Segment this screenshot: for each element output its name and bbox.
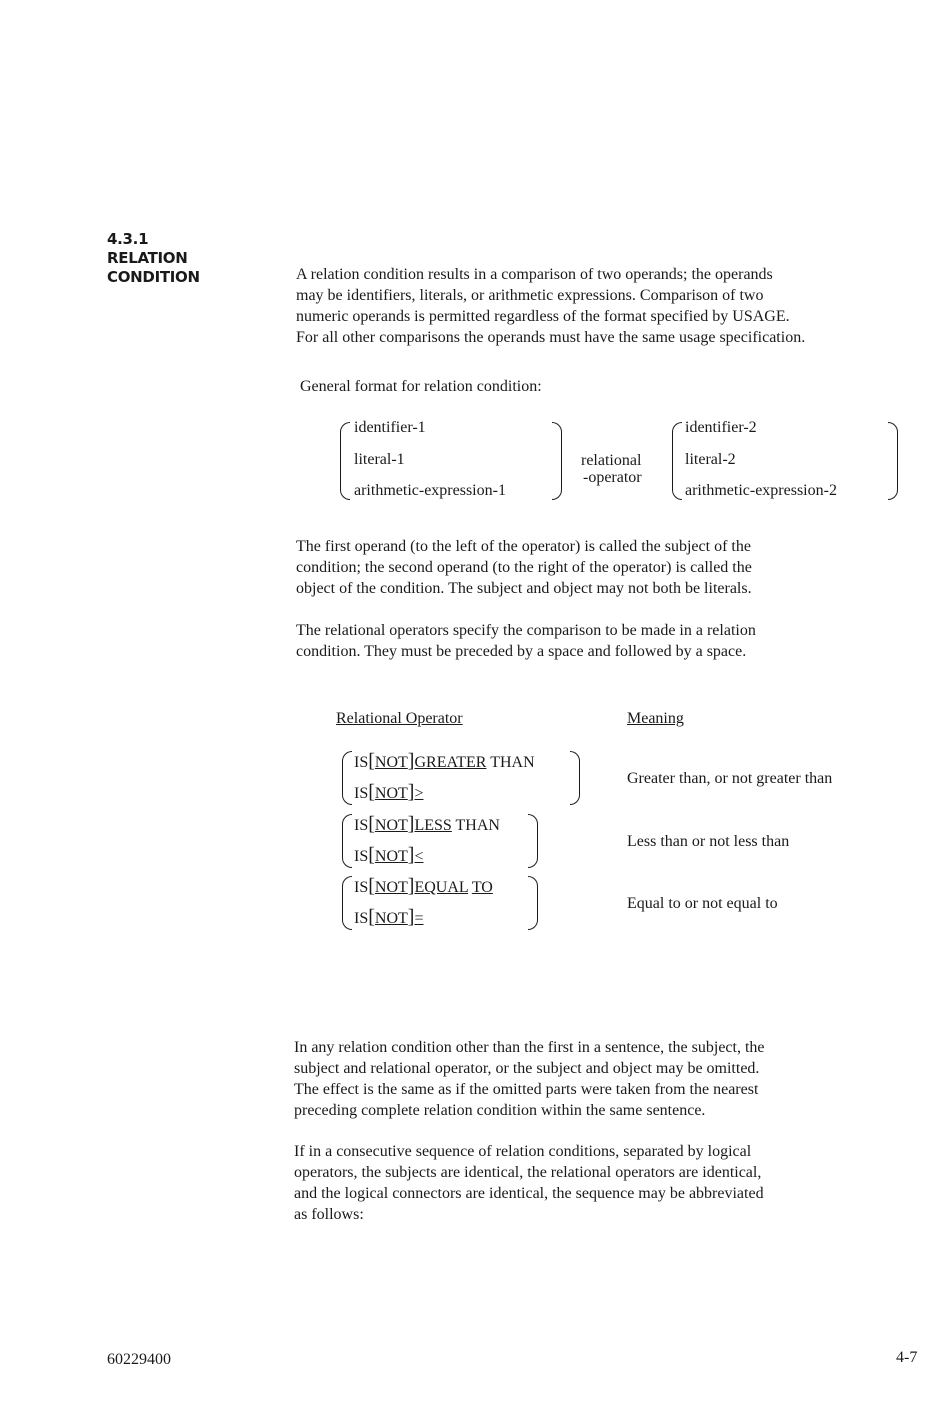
row-open-brace xyxy=(342,876,352,930)
right-operand-literal: literal-2 xyxy=(685,451,736,468)
right-operands-open-brace xyxy=(672,422,682,500)
section-number: 4.3.1 xyxy=(107,230,149,248)
operator-form-word: IS[NOT]EQUAL TO xyxy=(354,875,493,897)
left-operands-close-brace xyxy=(552,422,562,500)
page-number: 4-7 xyxy=(896,1349,918,1366)
row-open-brace xyxy=(342,814,352,868)
omission-paragraph xyxy=(294,1037,765,1121)
row-open-brace xyxy=(342,751,352,805)
operator-form-symbol: IS[NOT]= xyxy=(354,906,424,928)
subject-object-paragraph xyxy=(296,536,752,599)
intro-line: may be identifiers, literals, or arithmetic expressions. Comparison of two xyxy=(296,287,764,304)
document-number: 60229400 xyxy=(107,1351,171,1368)
operator-row-greater xyxy=(338,748,598,808)
intro-line: numeric operands is permitted regardless of the format specified by USAGE. xyxy=(296,308,790,325)
operator-form-word: IS[NOT]LESS THAN xyxy=(354,813,500,835)
general-format-label: General format for relation condition: xyxy=(300,378,542,395)
abbrev-line: If in a consecutive sequence of relation conditions, separated by logical xyxy=(294,1143,752,1160)
operators-intro-paragraph xyxy=(296,620,756,662)
relational-operator-line2: -operator xyxy=(583,469,642,486)
abbrev-line: as follows: xyxy=(294,1206,364,1223)
meaning-greater: Greater than, or not greater than xyxy=(627,770,833,787)
section-heading xyxy=(107,230,200,287)
intro-line: For all other comparisons the operands must have the same usage specification. xyxy=(296,329,806,346)
left-operand-expression: arithmetic-expression-1 xyxy=(354,482,506,499)
subject-line: condition; the second operand (to the right of the operator) is called the xyxy=(296,559,752,576)
row-close-brace xyxy=(528,814,538,868)
section-title-line2: CONDITION xyxy=(107,268,200,286)
left-operand-identifier: identifier-1 xyxy=(354,419,426,436)
abbrev-line: operators, the subjects are identical, the relational operators are identical, xyxy=(294,1164,762,1181)
section-title-line1: RELATION xyxy=(107,249,188,267)
operators-intro-line: condition. They must be preceded by a space and followed by a space. xyxy=(296,643,747,660)
general-format-diagram xyxy=(336,418,906,504)
operators-intro-line: The relational operators specify the comparison to be made in a relation xyxy=(296,622,756,639)
right-operand-expression: arithmetic-expression-2 xyxy=(685,482,837,499)
abbrev-line: and the logical connectors are identical, the sequence may be abbreviated xyxy=(294,1185,764,1202)
omission-line: The effect is the same as if the omitted parts were taken from the nearest xyxy=(294,1081,759,1098)
relational-operator-line1: relational xyxy=(581,452,642,469)
intro-paragraph xyxy=(296,264,805,348)
omission-line: preceding complete relation condition within the same sentence. xyxy=(294,1102,706,1119)
column-header-operator: Relational Operator xyxy=(336,710,463,727)
left-operand-literal: literal-1 xyxy=(354,451,405,468)
subject-line: object of the condition. The subject and object may not both be literals. xyxy=(296,580,752,597)
operator-form-word: IS[NOT]GREATER THAN xyxy=(354,750,535,772)
row-close-brace xyxy=(570,751,580,805)
meaning-equal: Equal to or not equal to xyxy=(627,895,778,912)
operator-row-less xyxy=(338,811,598,871)
intro-line: A relation condition results in a comparison of two operands; the operands xyxy=(296,266,773,283)
omission-line: subject and relational operator, or the subject and object may be omitted. xyxy=(294,1060,760,1077)
row-close-brace xyxy=(528,876,538,930)
column-header-meaning: Meaning xyxy=(627,710,684,727)
subject-line: The first operand (to the left of the operator) is called the subject of the xyxy=(296,538,751,555)
right-operand-identifier: identifier-2 xyxy=(685,419,757,436)
right-operands-close-brace xyxy=(888,422,898,500)
left-operands-open-brace xyxy=(340,422,350,500)
operator-form-symbol: IS[NOT]> xyxy=(354,781,424,803)
abbreviation-paragraph xyxy=(294,1141,764,1225)
operator-form-symbol: IS[NOT]< xyxy=(354,844,424,866)
meaning-less: Less than or not less than xyxy=(627,833,790,850)
omission-line: In any relation condition other than the first in a sentence, the subject, the xyxy=(294,1039,765,1056)
operator-row-equal xyxy=(338,873,598,933)
